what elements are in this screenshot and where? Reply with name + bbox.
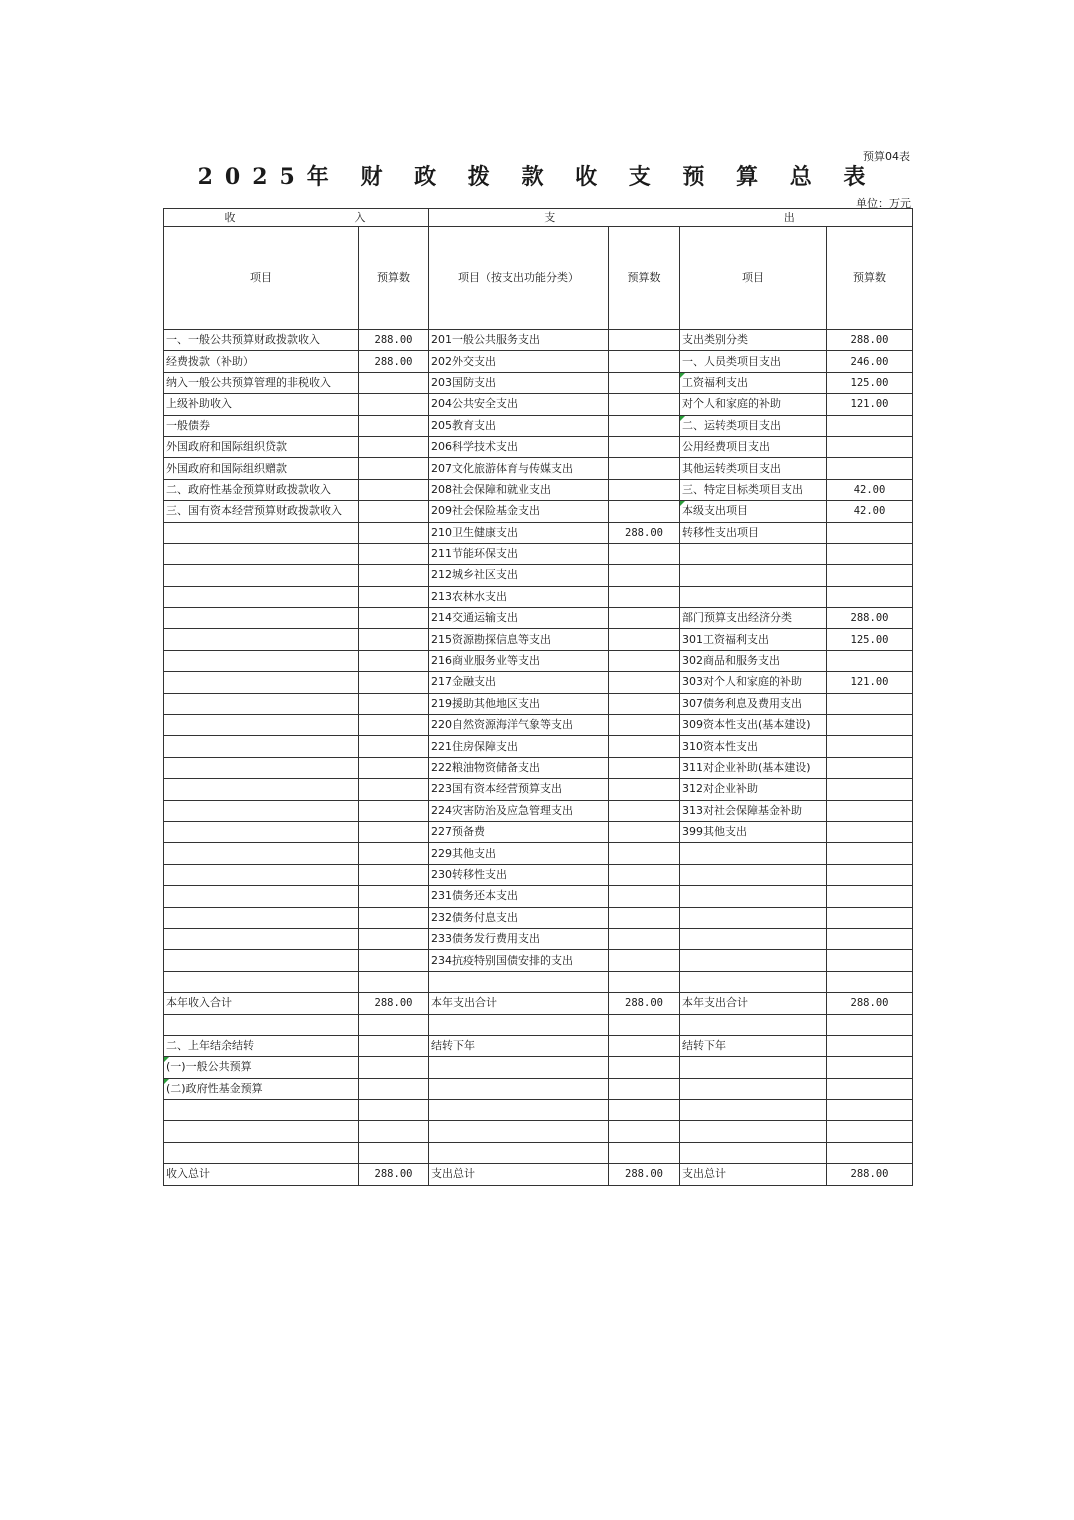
cell-cat-item: 部门预算支出经济分类 xyxy=(680,608,827,629)
document-title: 2025年 财 政 拨 款 收 支 预 算 总 表 xyxy=(197,164,878,190)
cell-income-item xyxy=(164,650,359,671)
table-row xyxy=(164,608,913,629)
cell-income-budget xyxy=(359,672,429,693)
cell-func-budget xyxy=(609,394,680,415)
cell-func-item: 204公共安全支出 xyxy=(429,394,609,415)
table-row xyxy=(164,779,913,800)
cell-cat-item: 312对企业补助 xyxy=(680,779,827,800)
cell-cat-budget xyxy=(827,950,913,971)
table-row xyxy=(164,1057,913,1078)
cell-income-budget xyxy=(359,1121,429,1142)
cell-func-item: 210卫生健康支出 xyxy=(429,522,609,543)
cell-func-item: 221住房保障支出 xyxy=(429,736,609,757)
cell-func-item xyxy=(429,1100,609,1121)
cell-func-budget xyxy=(609,543,680,564)
cell-income-budget xyxy=(359,821,429,842)
cell-cat-budget xyxy=(827,928,913,949)
table-row xyxy=(164,864,913,885)
cell-income-item: 二、上年结余结转 xyxy=(164,1035,359,1056)
cell-income-item: 一般债券 xyxy=(164,415,359,436)
table-row xyxy=(164,586,913,607)
cell-cat-budget xyxy=(827,458,913,479)
cell-cat-item xyxy=(680,886,827,907)
cell-income-item: 二、政府性基金预算财政拨款收入 xyxy=(164,479,359,500)
cell-income-item xyxy=(164,715,359,736)
col-cat-budget: 预算数 xyxy=(827,227,913,330)
cell-income-item xyxy=(164,779,359,800)
cell-cat-budget xyxy=(827,586,913,607)
cell-income-item xyxy=(164,864,359,885)
cell-income-budget xyxy=(359,1142,429,1163)
income-group-char-1: 收 xyxy=(224,210,238,224)
cell-income-budget xyxy=(359,886,429,907)
cell-func-item: 220自然资源海洋气象等支出 xyxy=(429,715,609,736)
cell-income-item xyxy=(164,1142,359,1163)
table-row xyxy=(164,522,913,543)
cell-income-item xyxy=(164,1100,359,1121)
cell-cat-budget: 288.00 xyxy=(827,993,913,1014)
table-row xyxy=(164,950,913,971)
cell-func-item: 205教育支出 xyxy=(429,415,609,436)
cell-func-budget xyxy=(609,1014,680,1035)
cell-cat-budget xyxy=(827,1014,913,1035)
cell-func-item xyxy=(429,1014,609,1035)
cell-func-budget xyxy=(609,1057,680,1078)
cell-income-item xyxy=(164,1014,359,1035)
table-row xyxy=(164,479,913,500)
table-row xyxy=(164,757,913,778)
cell-func-budget xyxy=(609,907,680,928)
cell-cat-budget xyxy=(827,1057,913,1078)
cell-cat-budget xyxy=(827,757,913,778)
cell-func-budget xyxy=(609,971,680,992)
cell-cat-budget xyxy=(827,907,913,928)
cell-cat-item: 303对个人和家庭的补助 xyxy=(680,672,827,693)
cell-income-budget xyxy=(359,971,429,992)
cell-income-budget xyxy=(359,736,429,757)
cell-func-item: 209社会保险基金支出 xyxy=(429,501,609,522)
cell-cat-budget: 42.00 xyxy=(827,479,913,500)
cell-income-budget xyxy=(359,522,429,543)
table-row xyxy=(164,1078,913,1099)
cell-func-budget xyxy=(609,864,680,885)
table-row xyxy=(164,886,913,907)
cell-cat-budget xyxy=(827,543,913,564)
form-number: 预算04表 xyxy=(863,150,910,163)
cell-func-item: 支出总计 xyxy=(429,1164,609,1185)
cell-cat-budget xyxy=(827,650,913,671)
cell-func-item: 202外交支出 xyxy=(429,351,609,372)
cell-func-item: 结转下年 xyxy=(429,1035,609,1056)
group-header-row xyxy=(164,209,913,227)
cell-income-budget xyxy=(359,458,429,479)
cell-income-budget xyxy=(359,608,429,629)
cell-income-budget xyxy=(359,950,429,971)
cell-cat-budget xyxy=(827,522,913,543)
cell-cat-budget xyxy=(827,415,913,436)
expense-group-char-1: 支 xyxy=(544,210,558,224)
cell-func-item: 217金融支出 xyxy=(429,672,609,693)
cell-income-item: 纳入一般公共预算管理的非税收入 xyxy=(164,372,359,393)
cell-cat-item: 309资本性支出(基本建设) xyxy=(680,715,827,736)
cell-income-budget xyxy=(359,650,429,671)
cell-income-budget xyxy=(359,1100,429,1121)
cell-cat-item: 301工资福利支出 xyxy=(680,629,827,650)
cell-func-item: 229其他支出 xyxy=(429,843,609,864)
cell-cat-budget: 288.00 xyxy=(827,330,913,351)
cell-income-item xyxy=(164,672,359,693)
cell-income-item xyxy=(164,971,359,992)
cell-func-item xyxy=(429,1121,609,1142)
cell-cat-item xyxy=(680,586,827,607)
table-row xyxy=(164,372,913,393)
cell-cat-budget: 121.00 xyxy=(827,394,913,415)
table-row xyxy=(164,971,913,992)
cell-func-budget xyxy=(609,1121,680,1142)
cell-cat-item: 转移性支出项目 xyxy=(680,522,827,543)
table-row xyxy=(164,436,913,457)
cell-income-budget xyxy=(359,693,429,714)
cell-income-budget xyxy=(359,394,429,415)
cell-func-item xyxy=(429,1057,609,1078)
cell-func-budget xyxy=(609,458,680,479)
cell-cat-item: 支出总计 xyxy=(680,1164,827,1185)
cell-cat-budget xyxy=(827,1100,913,1121)
cell-income-item: 收入总计 xyxy=(164,1164,359,1185)
cell-income-item: 三、国有资本经营预算财政拨款收入 xyxy=(164,501,359,522)
cell-func-budget xyxy=(609,436,680,457)
cell-cat-item: 三、特定目标类项目支出 xyxy=(680,479,827,500)
cell-income-budget xyxy=(359,565,429,586)
cell-cat-budget xyxy=(827,843,913,864)
cell-cat-item: 公用经费项目支出 xyxy=(680,436,827,457)
cell-income-budget xyxy=(359,907,429,928)
cell-income-item xyxy=(164,928,359,949)
table-row xyxy=(164,629,913,650)
cell-func-budget xyxy=(609,800,680,821)
cell-income-budget xyxy=(359,715,429,736)
table-row xyxy=(164,736,913,757)
cell-func-item: 232债务付息支出 xyxy=(429,907,609,928)
col-func-item: 项目（按支出功能分类） xyxy=(429,227,609,330)
cell-income-budget xyxy=(359,1035,429,1056)
cell-func-budget xyxy=(609,950,680,971)
table-row xyxy=(164,650,913,671)
cell-func-item: 231债务还本支出 xyxy=(429,886,609,907)
cell-func-budget xyxy=(609,672,680,693)
cell-func-item: 230转移性支出 xyxy=(429,864,609,885)
cell-income-budget xyxy=(359,543,429,564)
cell-cat-item xyxy=(680,864,827,885)
cell-cat-item xyxy=(680,843,827,864)
cell-func-budget xyxy=(609,821,680,842)
cell-func-budget xyxy=(609,928,680,949)
cell-func-budget xyxy=(609,372,680,393)
cell-income-budget xyxy=(359,757,429,778)
cell-income-budget xyxy=(359,479,429,500)
cell-func-item: 222粮油物资储备支出 xyxy=(429,757,609,778)
cell-cat-item xyxy=(680,1100,827,1121)
cell-cat-budget xyxy=(827,1142,913,1163)
cell-income-item: 一、一般公共预算财政拨款收入 xyxy=(164,330,359,351)
cell-cat-budget: 125.00 xyxy=(827,372,913,393)
cell-income-item: (二)政府性基金预算 xyxy=(164,1078,359,1099)
cell-cat-item xyxy=(680,971,827,992)
table-row xyxy=(164,928,913,949)
cell-cat-budget xyxy=(827,800,913,821)
cell-cat-item: 结转下年 xyxy=(680,1035,827,1056)
cell-income-item xyxy=(164,522,359,543)
cell-func-budget xyxy=(609,757,680,778)
cell-cat-item: 307债务利息及费用支出 xyxy=(680,693,827,714)
table-row xyxy=(164,821,913,842)
col-income-budget: 预算数 xyxy=(359,227,429,330)
cell-func-item: 234抗疫特别国债安排的支出 xyxy=(429,950,609,971)
cell-func-budget: 288.00 xyxy=(609,522,680,543)
income-group-char-2: 入 xyxy=(354,210,368,224)
cell-cat-item xyxy=(680,1057,827,1078)
cell-cat-item xyxy=(680,1142,827,1163)
cell-income-budget xyxy=(359,1014,429,1035)
cell-func-budget xyxy=(609,586,680,607)
col-cat-item: 项目 xyxy=(680,227,827,330)
column-header-row xyxy=(164,227,913,330)
cell-cat-budget xyxy=(827,736,913,757)
cell-func-item: 208社会保障和就业支出 xyxy=(429,479,609,500)
cell-cat-budget: 288.00 xyxy=(827,1164,913,1185)
cell-cat-item: 对个人和家庭的补助 xyxy=(680,394,827,415)
cell-income-item: 外国政府和国际组织赠款 xyxy=(164,458,359,479)
cell-cat-item xyxy=(680,950,827,971)
cell-income-budget xyxy=(359,1057,429,1078)
cell-income-item xyxy=(164,886,359,907)
cell-func-budget xyxy=(609,608,680,629)
cell-income-budget xyxy=(359,415,429,436)
cell-income-budget xyxy=(359,843,429,864)
cell-cat-budget: 125.00 xyxy=(827,629,913,650)
table-row xyxy=(164,1100,913,1121)
cell-func-budget xyxy=(609,1142,680,1163)
cell-func-budget xyxy=(609,501,680,522)
table-row xyxy=(164,1164,913,1185)
cell-cat-item: 本级支出项目 xyxy=(680,501,827,522)
expense-group-char-2: 出 xyxy=(783,210,797,224)
table-row xyxy=(164,394,913,415)
cell-cat-item: 二、运转类项目支出 xyxy=(680,415,827,436)
cell-func-item xyxy=(429,1142,609,1163)
cell-func-item: 207文化旅游体育与传媒支出 xyxy=(429,458,609,479)
cell-income-budget: 288.00 xyxy=(359,993,429,1014)
cell-income-item xyxy=(164,757,359,778)
cell-income-item xyxy=(164,907,359,928)
cell-func-item: 233债务发行费用支出 xyxy=(429,928,609,949)
cell-func-item: 219援助其他地区支出 xyxy=(429,693,609,714)
cell-func-budget xyxy=(609,565,680,586)
cell-income-item xyxy=(164,736,359,757)
cell-func-item xyxy=(429,1078,609,1099)
cell-func-budget xyxy=(609,843,680,864)
cell-income-budget xyxy=(359,436,429,457)
cell-income-item: 外国政府和国际组织贷款 xyxy=(164,436,359,457)
cell-cat-item xyxy=(680,1121,827,1142)
cell-cat-budget xyxy=(827,1121,913,1142)
cell-income-budget: 288.00 xyxy=(359,330,429,351)
table-row xyxy=(164,800,913,821)
cell-cat-budget: 42.00 xyxy=(827,501,913,522)
cell-cat-budget xyxy=(827,821,913,842)
cell-income-item xyxy=(164,586,359,607)
table-row xyxy=(164,1142,913,1163)
cell-cat-budget: 121.00 xyxy=(827,672,913,693)
table-row xyxy=(164,693,913,714)
cell-income-budget xyxy=(359,629,429,650)
cell-cat-item: 支出类别分类 xyxy=(680,330,827,351)
cell-cat-budget: 288.00 xyxy=(827,608,913,629)
cell-cat-item: 一、人员类项目支出 xyxy=(680,351,827,372)
table-row xyxy=(164,458,913,479)
cell-func-budget xyxy=(609,330,680,351)
cell-income-budget xyxy=(359,586,429,607)
cell-cat-budget xyxy=(827,1035,913,1056)
table-row xyxy=(164,565,913,586)
cell-income-budget xyxy=(359,800,429,821)
cell-func-item: 214交通运输支出 xyxy=(429,608,609,629)
cell-income-item xyxy=(164,1121,359,1142)
cell-income-budget: 288.00 xyxy=(359,351,429,372)
cell-cat-item xyxy=(680,543,827,564)
table-row xyxy=(164,351,913,372)
table-row xyxy=(164,1121,913,1142)
cell-cat-item: 本年支出合计 xyxy=(680,993,827,1014)
cell-cat-budget: 246.00 xyxy=(827,351,913,372)
cell-func-item: 212城乡社区支出 xyxy=(429,565,609,586)
cell-income-item: 经费拨款（补助） xyxy=(164,351,359,372)
cell-func-budget xyxy=(609,351,680,372)
cell-cat-budget xyxy=(827,779,913,800)
cell-cat-item: 310资本性支出 xyxy=(680,736,827,757)
cell-func-item: 224灾害防治及应急管理支出 xyxy=(429,800,609,821)
cell-cat-item xyxy=(680,565,827,586)
cell-income-budget xyxy=(359,779,429,800)
cell-income-item xyxy=(164,821,359,842)
cell-income-item xyxy=(164,950,359,971)
cell-func-budget: 288.00 xyxy=(609,1164,680,1185)
cell-func-budget xyxy=(609,693,680,714)
cell-cat-item xyxy=(680,1014,827,1035)
cell-income-budget xyxy=(359,864,429,885)
income-group-header xyxy=(164,209,429,227)
cell-func-item: 227预备费 xyxy=(429,821,609,842)
cell-func-item: 206科学技术支出 xyxy=(429,436,609,457)
cell-func-budget xyxy=(609,415,680,436)
budget-table xyxy=(163,208,913,1186)
cell-func-item: 215资源勘探信息等支出 xyxy=(429,629,609,650)
cell-cat-budget xyxy=(827,971,913,992)
cell-func-budget xyxy=(609,779,680,800)
cell-func-budget xyxy=(609,629,680,650)
cell-cat-item: 399其他支出 xyxy=(680,821,827,842)
cell-func-budget xyxy=(609,650,680,671)
cell-func-item: 203国防支出 xyxy=(429,372,609,393)
cell-income-item: 上级补助收入 xyxy=(164,394,359,415)
table-row xyxy=(164,993,913,1014)
cell-func-budget xyxy=(609,479,680,500)
cell-cat-budget xyxy=(827,693,913,714)
cell-func-budget xyxy=(609,1078,680,1099)
cell-income-item xyxy=(164,843,359,864)
cell-func-item: 213农林水支出 xyxy=(429,586,609,607)
cell-cat-item: 工资福利支出 xyxy=(680,372,827,393)
cell-cat-item: 311对企业补助(基本建设) xyxy=(680,757,827,778)
cell-income-budget xyxy=(359,1078,429,1099)
cell-cat-budget xyxy=(827,864,913,885)
cell-income-budget: 288.00 xyxy=(359,1164,429,1185)
cell-cat-budget xyxy=(827,1078,913,1099)
cell-income-item xyxy=(164,565,359,586)
table-row xyxy=(164,501,913,522)
table-row xyxy=(164,330,913,351)
cell-cat-item: 313对社会保障基金补助 xyxy=(680,800,827,821)
table-body xyxy=(164,330,913,1186)
cell-income-budget xyxy=(359,928,429,949)
cell-func-budget xyxy=(609,1035,680,1056)
cell-func-item: 216商业服务业等支出 xyxy=(429,650,609,671)
table-row xyxy=(164,843,913,864)
unit-label: 单位：万元 xyxy=(856,197,911,210)
cell-func-item: 223国有资本经营预算支出 xyxy=(429,779,609,800)
cell-income-item xyxy=(164,693,359,714)
cell-income-item xyxy=(164,629,359,650)
table-row xyxy=(164,1014,913,1035)
table-row xyxy=(164,415,913,436)
cell-func-item: 201一般公共服务支出 xyxy=(429,330,609,351)
expense-group-header xyxy=(429,209,913,227)
cell-func-budget xyxy=(609,1100,680,1121)
table-row xyxy=(164,672,913,693)
table-row xyxy=(164,1035,913,1056)
cell-func-budget: 288.00 xyxy=(609,993,680,1014)
cell-cat-item xyxy=(680,928,827,949)
cell-income-item xyxy=(164,800,359,821)
table-row xyxy=(164,907,913,928)
cell-func-item: 本年支出合计 xyxy=(429,993,609,1014)
cell-income-item: (一)一般公共预算 xyxy=(164,1057,359,1078)
col-income-item: 项目 xyxy=(164,227,359,330)
cell-cat-item xyxy=(680,907,827,928)
table-row xyxy=(164,715,913,736)
cell-income-budget xyxy=(359,372,429,393)
cell-cat-item: 302商品和服务支出 xyxy=(680,650,827,671)
cell-income-item: 本年收入合计 xyxy=(164,993,359,1014)
cell-cat-budget xyxy=(827,565,913,586)
cell-func-budget xyxy=(609,715,680,736)
cell-func-budget xyxy=(609,736,680,757)
cell-cat-budget xyxy=(827,715,913,736)
cell-func-item: 211节能环保支出 xyxy=(429,543,609,564)
table-row xyxy=(164,543,913,564)
cell-income-budget xyxy=(359,501,429,522)
cell-func-budget xyxy=(609,886,680,907)
col-func-budget: 预算数 xyxy=(609,227,680,330)
cell-cat-item xyxy=(680,1078,827,1099)
cell-cat-item: 其他运转类项目支出 xyxy=(680,458,827,479)
cell-func-item xyxy=(429,971,609,992)
cell-income-item xyxy=(164,608,359,629)
cell-cat-budget xyxy=(827,886,913,907)
cell-cat-budget xyxy=(827,436,913,457)
cell-income-item xyxy=(164,543,359,564)
